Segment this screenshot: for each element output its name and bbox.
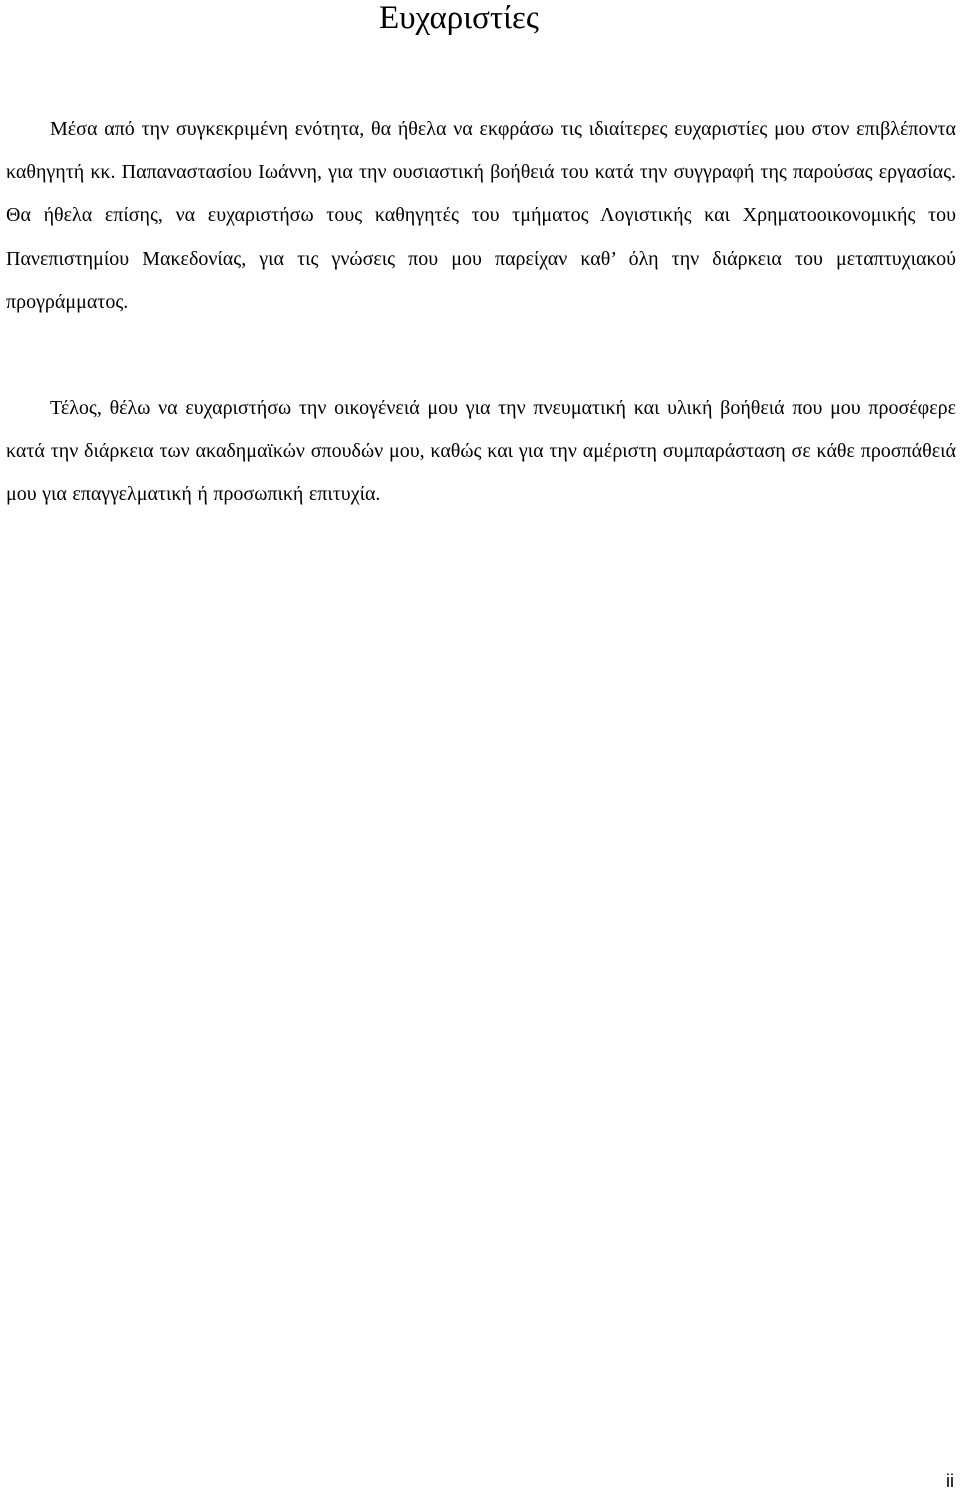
page-title: Ευχαριστίες [379, 0, 539, 36]
acknowledgement-paragraph-1: Μέσα από την συγκεκριμένη ενότητα, θα ήθελα να εκφράσω τις ιδιαίτερες ευχαριστίες μου στον επιβλέποντα καθηγητή κκ. Παπαναστασίου Ιωάννη, για την ουσιαστική βοήθειά του κατά την συγγραφή της παρούσας εργασίας. Θα ήθελα επίσης, να ευχαριστήσω τους καθηγητές του τμήματος Λογιστικής και Χρηματοοικονομικής του Πανεπιστημίου Μακεδονίας, για τις γνώσεις που μου παρείχαν καθ’ όλη την διάρκεια του μεταπτυχιακού προγράμματος. [6, 118, 956, 313]
page-number: ii [946, 1471, 954, 1491]
acknowledgement-paragraph-2: Τέλος, θέλω να ευχαριστήσω την οικογένειά μου για την πνευματική και υλική βοήθειά που μου προσέφερε κατά την διάρκεια των ακαδημαϊκών σπουδών μου, καθώς και για την αμέριστη συμπαράσταση σε κάθε προσπάθειά μου για επαγγελματική ή προσωπική επιτυχία. [6, 397, 956, 506]
